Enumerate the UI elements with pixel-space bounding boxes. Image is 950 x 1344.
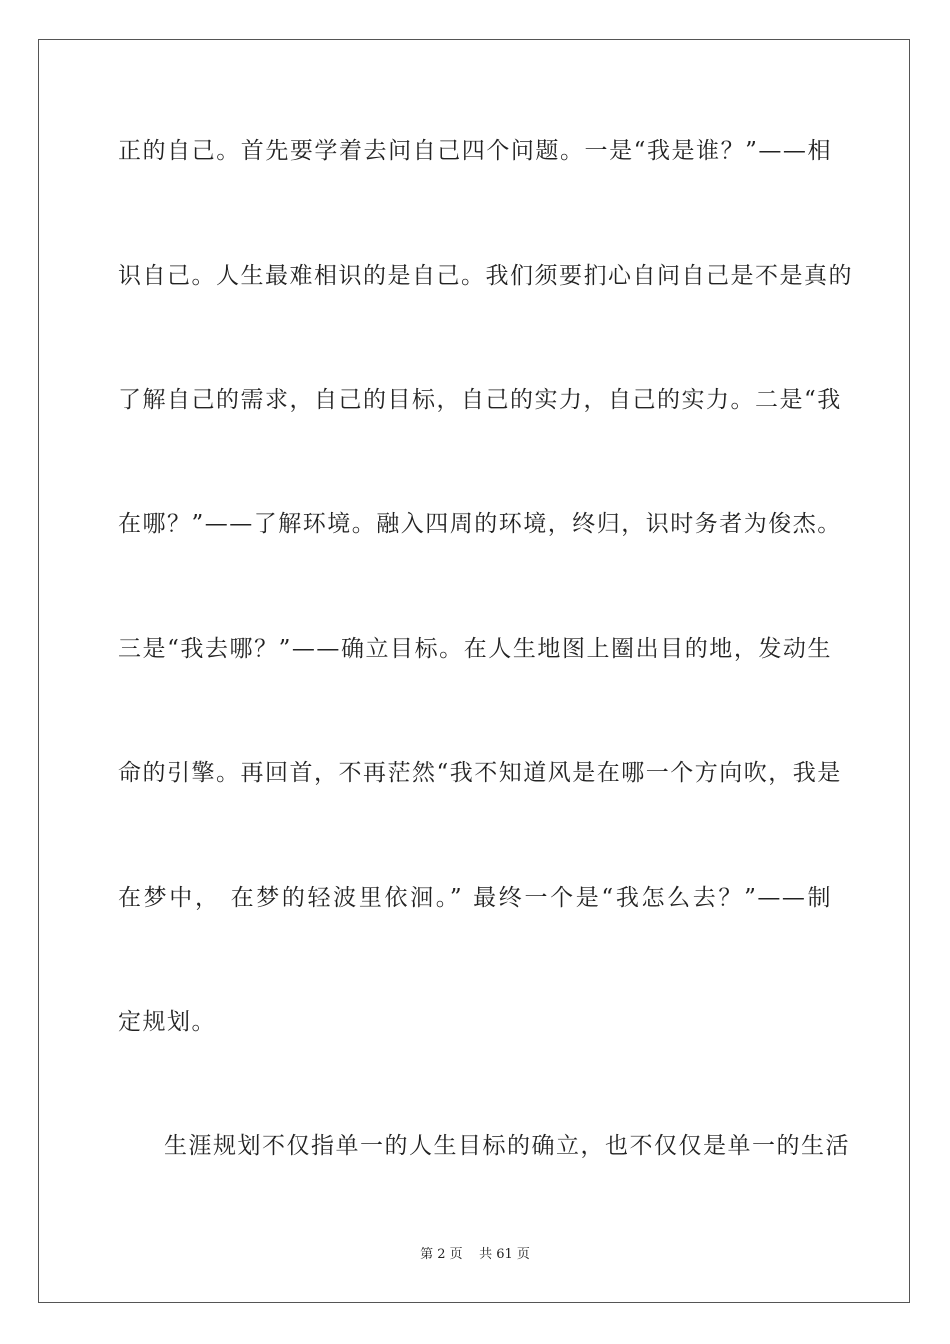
- body-text-line: 三是“我去哪？”——确立目标。在人生地图上圈出目的地，发动生: [118, 636, 832, 662]
- body-text-line: 正的自己。首先要学着去问自己四个问题。一是“我是谁？”——相: [118, 138, 832, 164]
- body-text-line: 在哪？”——了解环境。融入四周的环境，终归，识时务者为俊杰。: [118, 511, 842, 537]
- page-footer: [0, 1246, 950, 1264]
- body-text-line: 定规划。: [118, 1009, 216, 1035]
- paragraph-first-line: 生涯规划不仅指单一的人生目标的确立，也不仅仅是单一的生活: [164, 1133, 850, 1159]
- page-border: [38, 39, 910, 1303]
- body-text-line: 命的引擎。再回首，不再茫然“我不知道风是在哪一个方向吹，我是: [118, 760, 842, 786]
- page-number-label: 第 2 页 共 61 页: [420, 1247, 530, 1262]
- body-text-line: 识自己。人生最难相识的是自己。我们须要扪心自问自己是不是真的: [118, 263, 853, 289]
- body-text-line: 在梦中， 在梦的轻波里依洄。” 最终一个是“我怎么去？”——制: [118, 885, 832, 911]
- body-text-line: 了解自己的需求，自己的目标，自己的实力，自己的实力。二是“我: [118, 387, 842, 413]
